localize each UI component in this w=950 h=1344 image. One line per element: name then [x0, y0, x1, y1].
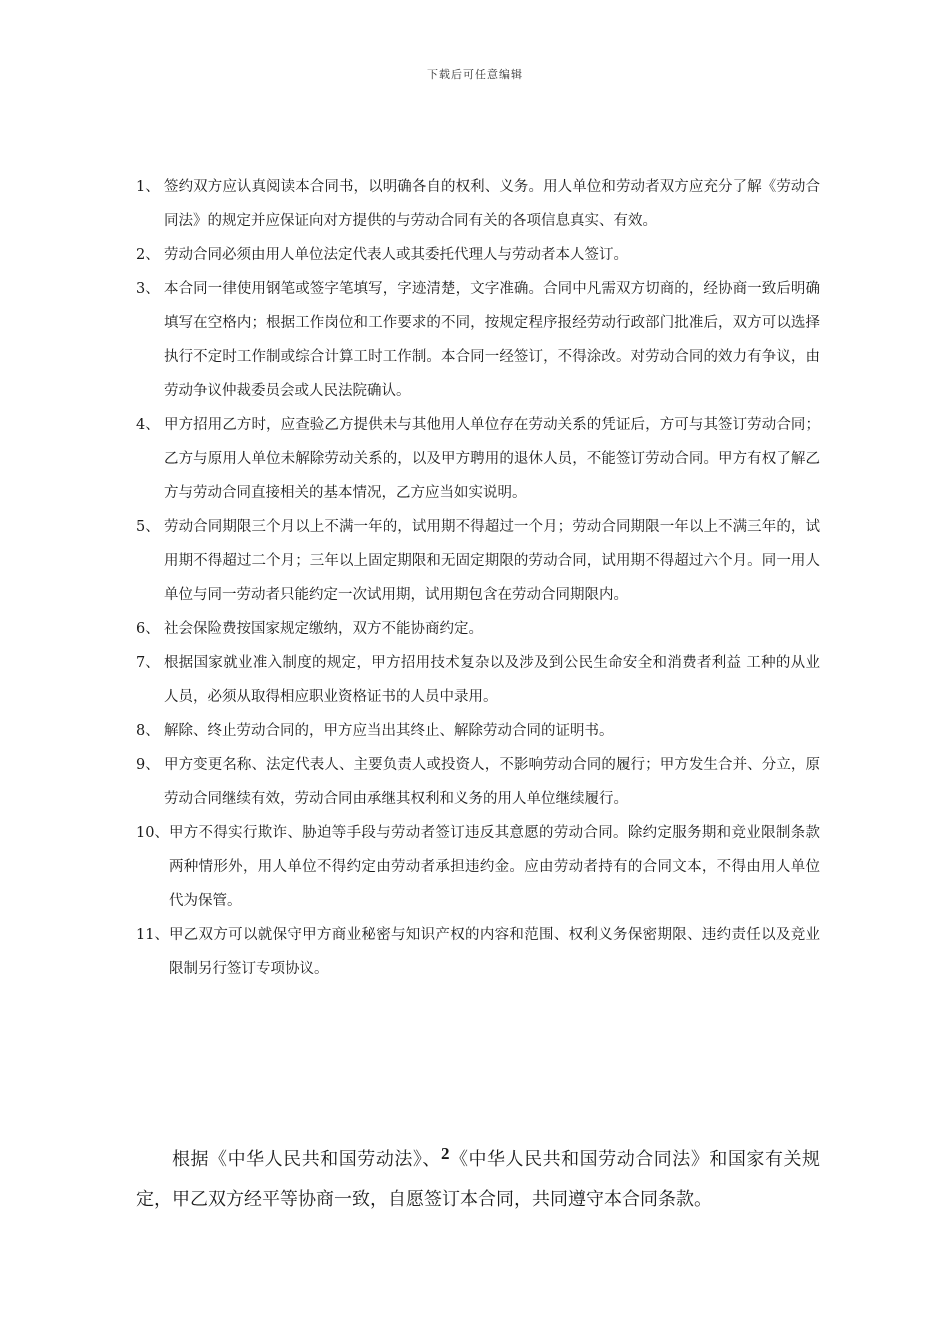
note-item: [136, 510, 820, 612]
note-text: 根据国家就业准入制度的规定，甲方招用技术复杂以及涉及到公民生命安全和消费者利益 工种的从业人员，必须从取得相应职业资格证书的人员中录用。: [164, 655, 820, 705]
note-number: 2、: [136, 247, 160, 263]
page-header: 下载后可任意编辑: [427, 68, 523, 81]
preamble-text-part1: 根据《中华人民共和国劳动法》、: [172, 1149, 441, 1170]
note-number: 11、: [136, 927, 169, 943]
note-number: 9、: [136, 757, 160, 773]
note-text: 本合同一律使用钢笔或签字笔填写，字迹清楚，文字准确。合同中凡需双方切商的，经协商一致后明确填写在空格内；根据工作岗位和工作要求的不同，按规定程序报经劳动行政部门批准后，双方可以选择执行不定时工作制或综合计算工时工作制。本合同一经签订，不得涂改。对劳动合同的效力有争议，由劳动争议仲裁委员会或人民法院确认。: [164, 281, 820, 399]
note-item: [136, 714, 820, 748]
note-item: [136, 238, 820, 272]
note-number: 7、: [136, 655, 160, 671]
note-number: 5、: [136, 519, 160, 535]
note-text: 甲方变更名称、法定代表人、主要负责人或投资人，不影响劳动合同的履行；甲方发生合并、分立，原劳动合同继续有效，劳动合同由承继其权利和义务的用人单位继续履行。: [164, 757, 820, 807]
note-text: 甲方招用乙方时，应查验乙方提供未与其他用人单位存在劳动关系的凭证后，方可与其签订劳动合同；乙方与原用人单位未解除劳动关系的，以及甲方聘用的退休人员，不能签订劳动合同。甲方有权了解乙方与劳动合同直接相关的基本情况，乙方应当如实说明。: [164, 417, 820, 501]
note-text: 劳动合同必须由用人单位法定代表人或其委托代理人与劳动者本人签订。: [164, 247, 628, 263]
note-number: 3、: [136, 281, 160, 297]
note-text: 解除、终止劳动合同的，甲方应当出其终止、解除劳动合同的证明书。: [164, 723, 614, 739]
note-text: 甲乙双方可以就保守甲方商业秘密与知识产权的内容和范围、权利义务保密期限、违约责任以及竞业限制另行签订专项协议。: [168, 927, 820, 977]
note-number: 10、: [136, 825, 169, 841]
note-item: [136, 272, 820, 408]
note-item: [136, 816, 820, 918]
note-text: 社会保险费按国家规定缴纳，双方不能协商约定。: [164, 621, 483, 637]
note-item: [136, 748, 820, 816]
note-number: 8、: [136, 723, 160, 739]
note-text: 甲方不得实行欺诈、胁迫等手段与劳动者签订违反其意愿的劳动合同。除约定服务期和竞业限制条款两种情形外，用人单位不得约定由劳动者承担违约金。应由劳动者持有的合同文本，不得由用人单位代为保管。: [168, 825, 820, 909]
note-item: [136, 612, 820, 646]
note-item: [136, 918, 820, 986]
preamble-text-part2: 《中华人民共和国劳动合同法》和国家有关规定，甲乙双方经平等协商一致，自愿签订本合同，共同遵守本合同条款。: [136, 1149, 821, 1210]
note-item: [136, 408, 820, 510]
note-number: 6、: [136, 621, 160, 637]
note-number: 4、: [136, 417, 160, 433]
note-number: 1、: [136, 179, 160, 195]
note-item: [136, 170, 820, 238]
note-text: 签约双方应认真阅读本合同书，以明确各自的权利、义务。用人单位和劳动者双方应充分了解《劳动合同法》的规定并应保证向对方提供的与劳动合同有关的各项信息真实、有效。: [164, 179, 820, 229]
contract-preamble: [136, 1140, 820, 1220]
notes-list: [136, 170, 820, 986]
note-item: [136, 646, 820, 714]
page-number: 2: [440, 1144, 450, 1163]
note-text: 劳动合同期限三个月以上不满一年的，试用期不得超过一个月；劳动合同期限一年以上不满三年的，试用期不得超过二个月；三年以上固定期限和无固定期限的劳动合同，试用期不得超过六个月。同一用人单位与同一劳动者只能约定一次试用期，试用期包含在劳动合同期限内。: [164, 519, 820, 603]
